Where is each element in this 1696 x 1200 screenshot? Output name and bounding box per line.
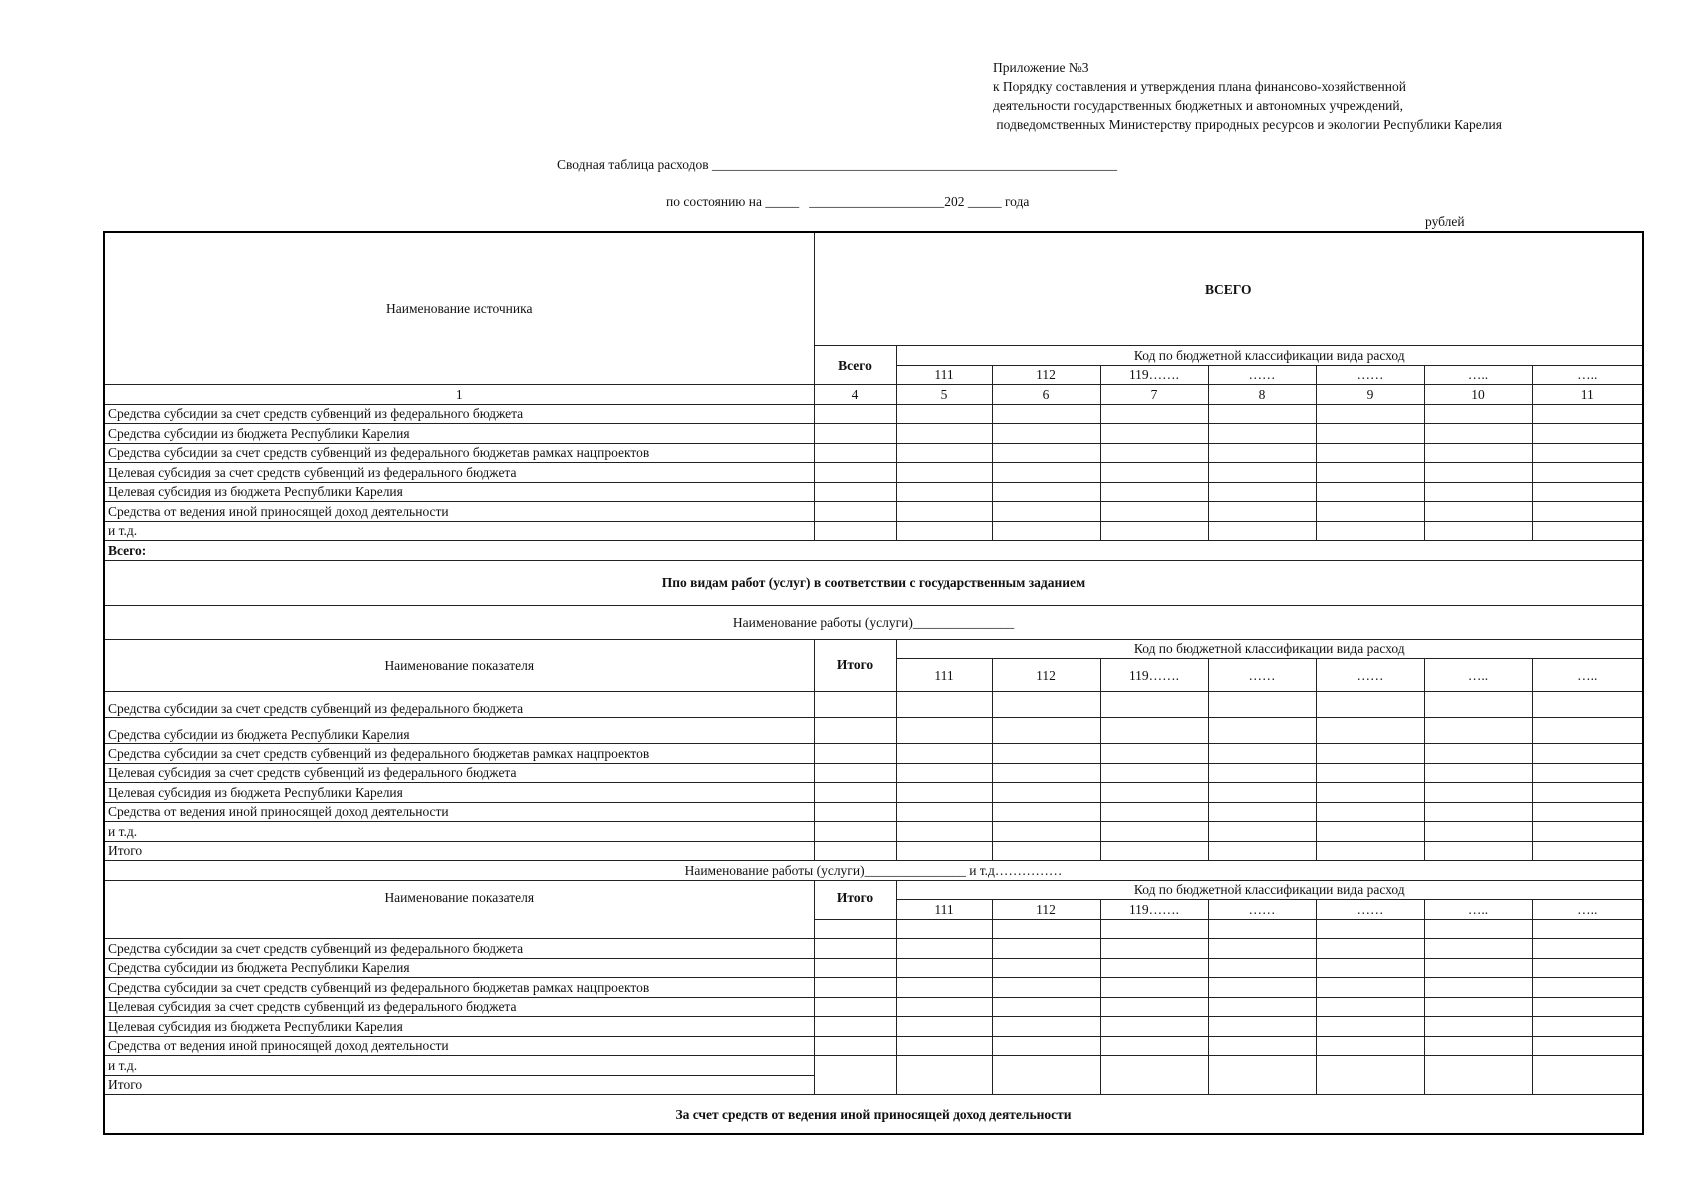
- value-cell[interactable]: [1424, 502, 1532, 522]
- row-label: Средства субсидии из бюджета Республики Карелия: [104, 958, 814, 978]
- value-cell[interactable]: [992, 424, 1100, 444]
- value-cell[interactable]: [992, 1036, 1100, 1056]
- value-cell[interactable]: [1208, 802, 1316, 822]
- row-label: Целевая субсидия за счет средств субвенций из федерального бюджета: [104, 463, 814, 483]
- value-cell[interactable]: [1100, 763, 1208, 783]
- col-number: 7: [1100, 385, 1208, 405]
- row-label: Целевая субсидия за счет средств субвенций из федерального бюджета: [104, 997, 814, 1017]
- value-cell[interactable]: [1424, 482, 1532, 502]
- value-cell[interactable]: [814, 1056, 896, 1095]
- value-cell[interactable]: [1208, 718, 1316, 744]
- code-cell: 112: [992, 659, 1100, 692]
- value-cell[interactable]: [1208, 502, 1316, 522]
- value-cell[interactable]: [814, 404, 896, 424]
- value-cell[interactable]: [1316, 463, 1424, 483]
- value-cell[interactable]: [992, 802, 1100, 822]
- appendix-line-4: подведомственных Министерству природных ресурсов и экологии Республики Карелия: [993, 117, 1502, 132]
- total-row-label: Всего:: [104, 541, 1643, 561]
- value-cell[interactable]: [1100, 978, 1208, 998]
- value-cell[interactable]: [1424, 443, 1532, 463]
- row-label: Средства субсидии за счет средств субвенций из федерального бюджета: [104, 692, 814, 718]
- value-cell[interactable]: [1208, 978, 1316, 998]
- code-cell: 111: [896, 659, 992, 692]
- value-cell[interactable]: [1100, 482, 1208, 502]
- table-row: [104, 997, 1643, 1017]
- value-cell[interactable]: [1208, 463, 1316, 483]
- value-cell[interactable]: [814, 978, 896, 998]
- appendix-line-3: деятельности государственных бюджетных и автономных учреждений,: [993, 98, 1403, 113]
- value-cell[interactable]: [896, 978, 992, 998]
- value-cell[interactable]: [896, 958, 992, 978]
- value-cell[interactable]: [1424, 424, 1532, 444]
- value-cell[interactable]: [1424, 763, 1532, 783]
- value-cell[interactable]: [1100, 841, 1208, 861]
- row-label: Средства субсидии за счет средств субвенций из федерального бюджета: [104, 404, 814, 424]
- value-cell[interactable]: [1532, 744, 1643, 764]
- expenses-table: [103, 231, 1644, 1135]
- value-cell[interactable]: [1208, 443, 1316, 463]
- value-cell[interactable]: [814, 1017, 896, 1037]
- value-cell[interactable]: [1532, 783, 1643, 803]
- code-cell: 111: [896, 365, 992, 385]
- value-cell[interactable]: [992, 718, 1100, 744]
- value-cell[interactable]: [814, 997, 896, 1017]
- blank-cell: [1532, 919, 1643, 939]
- value-cell[interactable]: [1208, 763, 1316, 783]
- work2-name-line: Наименование работы (услуги)_______________ и т.д……………: [104, 861, 1643, 881]
- appendix-number: Приложение №3: [993, 60, 1089, 75]
- table-row: [104, 718, 1643, 744]
- value-cell[interactable]: [1100, 822, 1208, 842]
- code-cell: …..: [1424, 900, 1532, 920]
- value-cell[interactable]: [1100, 502, 1208, 522]
- value-cell[interactable]: [1208, 521, 1316, 541]
- code-cell: 111: [896, 900, 992, 920]
- value-cell[interactable]: [992, 443, 1100, 463]
- table-row: [104, 958, 1643, 978]
- col-number: 4: [814, 385, 896, 405]
- date-line: по состоянию на _____ ____________________202 _____ года: [666, 194, 1030, 209]
- row-label: и т.д.: [104, 521, 814, 541]
- row-label: Средства от ведения иной приносящей доход деятельности: [104, 802, 814, 822]
- value-cell[interactable]: [1532, 692, 1643, 718]
- row-label: и т.д.: [104, 822, 814, 842]
- value-cell[interactable]: [1100, 692, 1208, 718]
- value-cell[interactable]: [1208, 939, 1316, 959]
- value-cell[interactable]: [896, 1017, 992, 1037]
- value-cell[interactable]: [896, 841, 992, 861]
- table-row: [104, 502, 1643, 522]
- table-row: [104, 404, 1643, 424]
- appendix-line-2: к Порядку составления и утверждения плана финансово-хозяйственной: [993, 79, 1406, 94]
- value-cell[interactable]: [896, 802, 992, 822]
- value-cell[interactable]: [896, 463, 992, 483]
- value-cell[interactable]: [992, 482, 1100, 502]
- col-number: 1: [104, 385, 814, 405]
- source-header: Наименование источника: [104, 232, 814, 385]
- value-cell[interactable]: [896, 424, 992, 444]
- all-header: Всего: [814, 346, 896, 385]
- value-cell[interactable]: [1316, 502, 1424, 522]
- value-cell[interactable]: [992, 958, 1100, 978]
- value-cell[interactable]: [1316, 997, 1424, 1017]
- blank-cell: [1316, 919, 1424, 939]
- value-cell[interactable]: [1100, 521, 1208, 541]
- value-cell[interactable]: [992, 404, 1100, 424]
- value-cell[interactable]: [1100, 1036, 1208, 1056]
- value-cell[interactable]: [1208, 692, 1316, 718]
- row-label: Целевая субсидия из бюджета Республики Карелия: [104, 482, 814, 502]
- row-label: Средства субсидии из бюджета Республики Карелия: [104, 718, 814, 744]
- value-cell[interactable]: [1424, 978, 1532, 998]
- value-cell[interactable]: [1100, 404, 1208, 424]
- value-cell[interactable]: [1100, 1056, 1208, 1095]
- value-cell[interactable]: [1532, 1036, 1643, 1056]
- value-cell[interactable]: [814, 939, 896, 959]
- table-row: [104, 692, 1643, 718]
- blank-cell: [1100, 919, 1208, 939]
- code-cell: 119…….: [1100, 900, 1208, 920]
- value-cell[interactable]: [814, 502, 896, 522]
- value-cell[interactable]: [1208, 1036, 1316, 1056]
- value-cell[interactable]: [896, 718, 992, 744]
- value-cell[interactable]: [992, 502, 1100, 522]
- row-label: Итого: [104, 1075, 814, 1095]
- value-cell[interactable]: [992, 763, 1100, 783]
- value-cell[interactable]: [1208, 783, 1316, 803]
- value-cell[interactable]: [1532, 997, 1643, 1017]
- value-cell[interactable]: [1208, 997, 1316, 1017]
- value-cell[interactable]: [992, 939, 1100, 959]
- value-cell[interactable]: [1532, 958, 1643, 978]
- row-label: Средства субсидии за счет средств субвенций из федерального бюджетав рамках нацпроектов: [104, 978, 814, 998]
- row-label: Целевая субсидия за счет средств субвенций из федерального бюджета: [104, 763, 814, 783]
- value-cell[interactable]: [1100, 997, 1208, 1017]
- value-cell[interactable]: [1316, 939, 1424, 959]
- document-title: Сводная таблица расходов ____________________________________________________________: [557, 157, 1117, 172]
- table-row: [104, 841, 1643, 861]
- value-cell[interactable]: [896, 744, 992, 764]
- value-cell[interactable]: [814, 692, 896, 718]
- value-cell[interactable]: [896, 822, 992, 842]
- value-cell[interactable]: [814, 482, 896, 502]
- table-row: [104, 1017, 1643, 1037]
- value-cell[interactable]: [1532, 718, 1643, 744]
- value-cell[interactable]: [896, 763, 992, 783]
- value-cell[interactable]: [1100, 958, 1208, 978]
- value-cell[interactable]: [896, 1056, 992, 1095]
- col-number: 11: [1532, 385, 1643, 405]
- blank-cell: [992, 919, 1100, 939]
- value-cell[interactable]: [1208, 1056, 1316, 1095]
- value-cell[interactable]: [992, 997, 1100, 1017]
- value-cell[interactable]: [1208, 424, 1316, 444]
- value-cell[interactable]: [1424, 802, 1532, 822]
- value-cell[interactable]: [1532, 939, 1643, 959]
- code-cell: 112: [992, 365, 1100, 385]
- blank-cell: [814, 919, 896, 939]
- value-cell[interactable]: [814, 744, 896, 764]
- table-row: [104, 744, 1643, 764]
- value-cell[interactable]: [992, 822, 1100, 842]
- col-number: 8: [1208, 385, 1316, 405]
- value-cell[interactable]: [992, 841, 1100, 861]
- code-cell: ……: [1316, 900, 1424, 920]
- total-header: ВСЕГО: [814, 232, 1643, 346]
- value-cell[interactable]: [896, 692, 992, 718]
- code-cell: 119…….: [1100, 659, 1208, 692]
- value-cell[interactable]: [1532, 521, 1643, 541]
- value-cell[interactable]: [1424, 958, 1532, 978]
- work2-code-header: Код по бюджетной классификации вида расход: [896, 880, 1643, 900]
- value-cell[interactable]: [896, 783, 992, 803]
- table-row: [104, 939, 1643, 959]
- value-cell[interactable]: [1424, 718, 1532, 744]
- table-row: [104, 443, 1643, 463]
- value-cell[interactable]: [1424, 463, 1532, 483]
- value-cell[interactable]: [1424, 1017, 1532, 1037]
- value-cell[interactable]: [992, 978, 1100, 998]
- value-cell[interactable]: [1316, 763, 1424, 783]
- row-label: Целевая субсидия из бюджета Республики Карелия: [104, 1017, 814, 1037]
- value-cell[interactable]: [1424, 997, 1532, 1017]
- value-cell[interactable]: [1424, 939, 1532, 959]
- value-cell[interactable]: [992, 1056, 1100, 1095]
- value-cell[interactable]: [1532, 502, 1643, 522]
- value-cell[interactable]: [1532, 424, 1643, 444]
- value-cell[interactable]: [1316, 443, 1424, 463]
- code-cell: …..: [1424, 365, 1532, 385]
- value-cell[interactable]: [1100, 463, 1208, 483]
- value-cell[interactable]: [896, 482, 992, 502]
- value-cell[interactable]: [992, 692, 1100, 718]
- value-cell[interactable]: [1100, 424, 1208, 444]
- value-cell[interactable]: [1100, 802, 1208, 822]
- row-label: Итого: [104, 841, 814, 861]
- value-cell[interactable]: [1208, 841, 1316, 861]
- value-cell[interactable]: [896, 521, 992, 541]
- value-cell[interactable]: [1532, 1017, 1643, 1037]
- value-cell[interactable]: [1424, 1056, 1532, 1095]
- row-label: Средства субсидии за счет средств субвенций из федерального бюджетав рамках нацпроектов: [104, 744, 814, 764]
- value-cell[interactable]: [1100, 939, 1208, 959]
- blank-cell: [896, 919, 992, 939]
- code-cell: 112: [992, 900, 1100, 920]
- table-row: [104, 783, 1643, 803]
- section-income-title: За счет средств от ведения иной приносящей доход деятельности: [104, 1095, 1643, 1135]
- col-number: 10: [1424, 385, 1532, 405]
- row-label: и т.д.: [104, 1056, 814, 1076]
- value-cell[interactable]: [1316, 1036, 1424, 1056]
- work2-itogo-header: Итого: [814, 880, 896, 919]
- value-cell[interactable]: [1532, 978, 1643, 998]
- code-cell: …..: [1532, 900, 1643, 920]
- value-cell[interactable]: [1316, 424, 1424, 444]
- value-cell[interactable]: [1424, 783, 1532, 803]
- col-number: 9: [1316, 385, 1424, 405]
- value-cell[interactable]: [1208, 958, 1316, 978]
- value-cell[interactable]: [992, 1017, 1100, 1037]
- code-cell: ……: [1208, 365, 1316, 385]
- value-cell[interactable]: [1424, 404, 1532, 424]
- work2-indicator-header: Наименование показателя: [104, 880, 814, 939]
- value-cell[interactable]: [1532, 443, 1643, 463]
- code-header: Код по бюджетной классификации вида расход: [896, 346, 1643, 366]
- value-cell[interactable]: [814, 463, 896, 483]
- value-cell[interactable]: [1316, 958, 1424, 978]
- table-row: [104, 763, 1643, 783]
- value-cell[interactable]: [1208, 744, 1316, 764]
- code-cell: …..: [1424, 659, 1532, 692]
- unit-label: рублей: [1425, 214, 1465, 229]
- code-cell: ……: [1316, 365, 1424, 385]
- table-row: [104, 802, 1643, 822]
- value-cell[interactable]: [814, 822, 896, 842]
- table-row: [104, 482, 1643, 502]
- value-cell[interactable]: [1208, 482, 1316, 502]
- value-cell[interactable]: [1100, 783, 1208, 803]
- row-label: Средства субсидии за счет средств субвенций из федерального бюджетав рамках нацпроектов: [104, 443, 814, 463]
- value-cell[interactable]: [1532, 763, 1643, 783]
- value-cell[interactable]: [992, 744, 1100, 764]
- value-cell[interactable]: [1316, 692, 1424, 718]
- value-cell[interactable]: [896, 443, 992, 463]
- work1-itogo-header: Итого: [814, 639, 896, 692]
- value-cell[interactable]: [1316, 744, 1424, 764]
- row-label: Целевая субсидия из бюджета Республики Карелия: [104, 783, 814, 803]
- value-cell[interactable]: [992, 783, 1100, 803]
- value-cell[interactable]: [814, 783, 896, 803]
- table-row: [104, 978, 1643, 998]
- value-cell[interactable]: [1316, 1017, 1424, 1037]
- value-cell[interactable]: [992, 521, 1100, 541]
- value-cell[interactable]: [1424, 521, 1532, 541]
- col-number: 6: [992, 385, 1100, 405]
- table-row: [104, 521, 1643, 541]
- value-cell[interactable]: [814, 443, 896, 463]
- value-cell[interactable]: [1100, 744, 1208, 764]
- value-cell[interactable]: [1100, 718, 1208, 744]
- value-cell[interactable]: [1316, 521, 1424, 541]
- value-cell[interactable]: [992, 463, 1100, 483]
- value-cell[interactable]: [896, 502, 992, 522]
- value-cell[interactable]: [814, 718, 896, 744]
- work1-code-header: Код по бюджетной классификации вида расход: [896, 639, 1643, 659]
- value-cell[interactable]: [814, 521, 896, 541]
- value-cell[interactable]: [1100, 443, 1208, 463]
- code-cell: 119…….: [1100, 365, 1208, 385]
- work1-name-line: Наименование работы (услуги)_______________: [104, 605, 1643, 639]
- value-cell[interactable]: [814, 802, 896, 822]
- value-cell[interactable]: [1316, 978, 1424, 998]
- value-cell[interactable]: [1424, 1036, 1532, 1056]
- value-cell[interactable]: [896, 939, 992, 959]
- table-row: [104, 1056, 1643, 1076]
- value-cell[interactable]: [1316, 802, 1424, 822]
- value-cell[interactable]: [814, 958, 896, 978]
- value-cell[interactable]: [1424, 692, 1532, 718]
- value-cell[interactable]: [1316, 841, 1424, 861]
- table-row: [104, 1036, 1643, 1056]
- work1-indicator-header: Наименование показателя: [104, 639, 814, 692]
- value-cell[interactable]: [1316, 404, 1424, 424]
- value-cell[interactable]: [1208, 404, 1316, 424]
- value-cell[interactable]: [814, 763, 896, 783]
- value-cell[interactable]: [1208, 822, 1316, 842]
- value-cell[interactable]: [814, 424, 896, 444]
- table-row: [104, 463, 1643, 483]
- value-cell[interactable]: [1316, 783, 1424, 803]
- code-cell: ……: [1208, 659, 1316, 692]
- value-cell[interactable]: [1424, 822, 1532, 842]
- value-cell[interactable]: [1532, 1056, 1643, 1095]
- value-cell[interactable]: [1532, 482, 1643, 502]
- value-cell[interactable]: [1316, 718, 1424, 744]
- table-row: [104, 424, 1643, 444]
- row-label: Средства субсидии из бюджета Республики Карелия: [104, 424, 814, 444]
- value-cell[interactable]: [1316, 822, 1424, 842]
- code-cell: …..: [1532, 365, 1643, 385]
- value-cell[interactable]: [814, 1036, 896, 1056]
- row-label: Средства субсидии за счет средств субвенций из федерального бюджета: [104, 939, 814, 959]
- value-cell[interactable]: [1100, 1017, 1208, 1037]
- value-cell[interactable]: [814, 841, 896, 861]
- value-cell[interactable]: [896, 404, 992, 424]
- row-label: Средства от ведения иной приносящей доход деятельности: [104, 1036, 814, 1056]
- value-cell[interactable]: [1532, 404, 1643, 424]
- value-cell[interactable]: [1532, 841, 1643, 861]
- row-label: Средства от ведения иной приносящей доход деятельности: [104, 502, 814, 522]
- value-cell[interactable]: [1424, 744, 1532, 764]
- blank-cell: [1424, 919, 1532, 939]
- value-cell[interactable]: [896, 997, 992, 1017]
- value-cell[interactable]: [1316, 482, 1424, 502]
- value-cell[interactable]: [1532, 463, 1643, 483]
- value-cell[interactable]: [1316, 1056, 1424, 1095]
- col-number: 5: [896, 385, 992, 405]
- value-cell[interactable]: [1532, 802, 1643, 822]
- value-cell[interactable]: [1424, 841, 1532, 861]
- value-cell[interactable]: [1532, 822, 1643, 842]
- blank-cell: [1208, 919, 1316, 939]
- section-works-title: Ппо видам работ (услуг) в соответствии с государственным заданием: [104, 560, 1643, 605]
- code-cell: ……: [1316, 659, 1424, 692]
- code-cell: …..: [1532, 659, 1643, 692]
- value-cell[interactable]: [1208, 1017, 1316, 1037]
- table-row: [104, 822, 1643, 842]
- value-cell[interactable]: [896, 1036, 992, 1056]
- code-cell: ……: [1208, 900, 1316, 920]
